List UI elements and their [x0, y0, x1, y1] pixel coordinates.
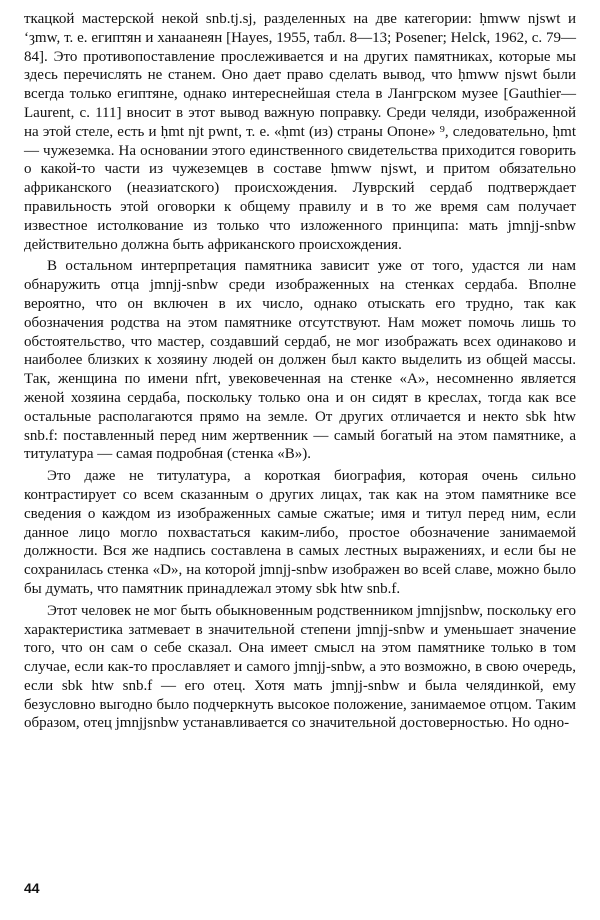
paragraph-4: Этот человек не мог быть обыкновенным родственником jmnjjsnbw, поскольку его характеристика затмевает в значительной степени jmnjj-snbw и уменьшает значение того, что он сам о себе сказал. Она имеет смысл на этом памятнике только в том случае, если как-то прославляет и самого jmnjj-snbw, а это возможно, в свою очередь, если sbk htw snb.f — его отец. Хотя мать jmnjj-snbw и была челядинкой, ему безусловно выгодно было подчеркнуть высокое положение, занимаемое отцом. Таким образом, отец jmnjjsnbw устанавливается со значительной достоверностью. Но одно- — [24, 602, 576, 732]
page-number: 44 — [24, 880, 40, 896]
paragraph-2: В остальном интерпретация памятника зависит уже от того, удастся ли нам обнаружить отца jmnjj-snbw среди изображенных на стенках сердаба. Вполне вероятно, что он включен в их число, однако отыскать его трудно, так как обозначения родства на этом памятнике отсутствуют. Нам может помочь лишь то обстоятельство, что мастер, создавший сердаб, не мог изображать всех одинаково и наиболее близких к хозяину людей он должен был както выделить из общей массы. Так, женщина по имени nfrt, увековеченная на стенке «А», несомненно является женой хозяина сердаба, поскольку только она и он сидят в креслах, тогда как все остальные располагаются прямо на земле. От других отличается и некто sbk htw snb.f: поставленный перед ним жертвенник — самый богатый на этом памятнике, а титулатура — самая подробная (стенка «В»). — [24, 258, 576, 463]
paragraph-1: ткацкой мастерской некой snb.tj.sj, разделенных на две категории: ḥmww njswt и ‘ȝmw, т. е. египтян и ханаанеян [Hayes, 1955, табл. 8—13; Posener; Helck, 1962, с. 79—84]. Это противопоставление прослеживается и на других памятниках, которые мы здесь перечислять не станем. Оно дает право сделать вывод, что ḥmww njswt были всегда только египтяне, однако интереснейшая стела в Лангрском музее [Gauthier—Laurent, с. 111] вносит в этот вывод важную поправку. Среди челяди, изображенной на этой стеле, есть и ḥmt njt pwnt, т. е. «ḥmt (из) страны Опоне» ⁹, следовательно, ḥmt — чужеземка. На основании этого единственного свидетельства приходится говорить о какой-то части из чужеземцев в составе ḥmww njswt, и притом обязательно африканского (неазиатского) происхождения. Луврский сердаб подтверждает правильность этой оговорки к общему правилу и в то же время сам получает известное истолкование из только что изложенного принципа: мать jmnjj-snbw действительно должна быть африканского происхождения. — [24, 11, 576, 253]
paragraph-3: Это даже не титулатура, а короткая биография, которая очень сильно контрастирует со всем сказанным о других лицах, так как на этом памятнике все сведения о каждом из изображенных самые сжатые; имя и титул перед ним, если данное лицо могло похвастаться каким-либо, простое обозначение занимаемой должности. Вся же надпись составлена в самых лестных выражениях, и если бы не сохранилась стенка «D», на которой jmnjj-snbw изображен во всей славе, можно было бы думать, что памятник принадлежал этому sbk htw snb.f. — [24, 468, 576, 597]
document-page — [24, 10, 576, 910]
